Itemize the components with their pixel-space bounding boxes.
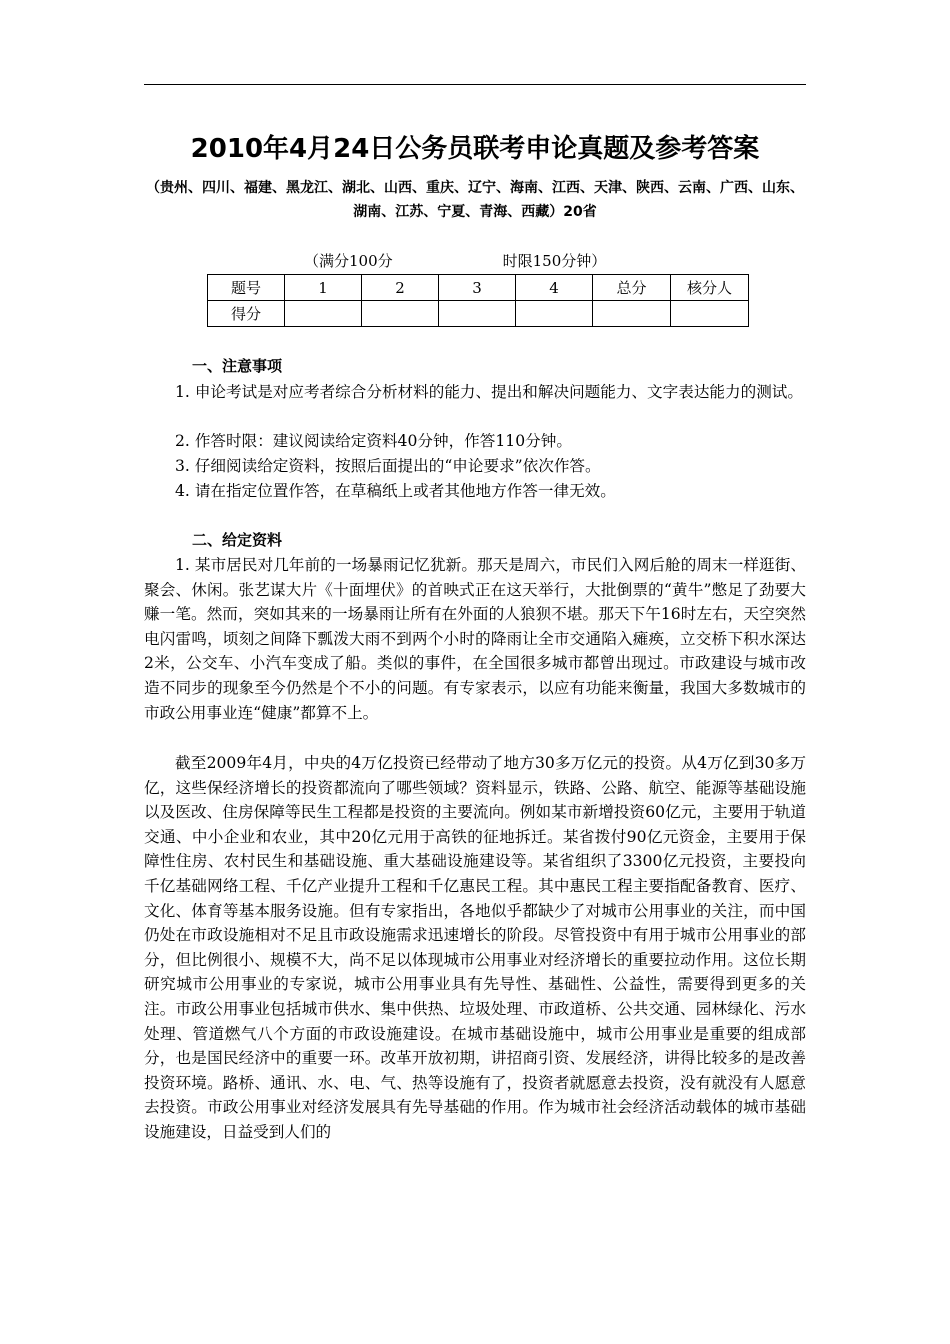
score-cell[interactable] bbox=[516, 301, 593, 327]
document-page bbox=[144, 0, 806, 1344]
table-cell: 2 bbox=[362, 275, 439, 301]
table-cell: 3 bbox=[439, 275, 516, 301]
material-paragraph: 截至2009年4月，中央的4万亿投资已经带动了地方30多万亿元的投资。从4万亿到30多万亿，这些保经济增长的投资都流向了哪些领域？资料显示，铁路、公路、航空、能源等基础设施以及医改、住房保障等民生工程都是投资的主要流向。例如某市新增投资60亿元，主要用于轨道交通、中小企业和农业，其中20亿元用于高铁的征地拆迁。某省拨付90亿元资金，主要用于保障性住房、农村民生和基础设施、重大基础设施建设等。某省组织了3300亿元投资，主要投向千亿基础网络工程、千亿产业提升工程和千亿惠民工程。其中惠民工程主要指配备教育、医疗、文化、体育等基本服务设施。但有专家指出，各地似乎都缺少了对城市公用事业的关注，而中国仍处在市政设施相对不足且市政设施需求迅速增长的阶段。尽管投资中有用于城市公用事业的部分，但比例很小、规模不大，尚不足以体现城市公用事业对经济增长的重要拉动作用。这位长期研究城市公用事业的专家说，城市公用事业具有先导性、基础性、公益性，需要得到更多的关注。市政公用事业包括城市供水、集中供热、垃圾处理、市政道桥、公共交通、园林绿化、污水处理、管道燃气八个方面的市政设施建设。在城市基础设施中，城市公用事业是重要的组成部分，也是国民经济中的重要一环。改革开放初期，讲招商引资、发展经济，讲得比较多的是改善投资环境。路桥、通讯、水、电、气、热等设施有了，投资者就愿意去投资，没有就没有人愿意去投资。市政公用事业对经济发展具有先导基础的作用。作为城市社会经济活动载体的城市基础设施建设，日益受到人们的 bbox=[144, 754, 806, 1141]
score-table-header-row bbox=[208, 275, 749, 301]
table-cell: 得分 bbox=[208, 301, 285, 327]
score-cell[interactable] bbox=[671, 301, 749, 327]
table-cell: 题号 bbox=[208, 275, 285, 301]
table-cell: 4 bbox=[516, 275, 593, 301]
score-cell[interactable] bbox=[362, 301, 439, 327]
score-cell[interactable] bbox=[593, 301, 671, 327]
document-title: 2010年4月24日公务员联考申论真题及参考答案 bbox=[190, 134, 760, 164]
note-item: 3. 仔细阅读给定资料，按照后面提出的“申论要求”依次作答。 bbox=[175, 457, 601, 475]
note-item: 1. 申论考试是对应考者综合分析材料的能力、提出和解决问题能力、文字表达能力的测试。 bbox=[175, 383, 803, 401]
section-heading-notes: 一、注意事项 bbox=[192, 357, 283, 375]
full-marks: （满分100分 bbox=[304, 252, 393, 270]
score-table-score-row bbox=[208, 301, 749, 327]
table-cell: 核分人 bbox=[671, 275, 749, 301]
time-limit: 时限150分钟） bbox=[502, 252, 607, 270]
header-rule bbox=[144, 84, 806, 85]
material-paragraph: 1. 某市居民对几年前的一场暴雨记忆犹新。那天是周六，市民们入网后舱的周末一样逛街、聚会、休闲。张艺谋大片《十面埋伏》的首映式正在这天举行，大批倒票的“黄牛”憋足了劲要大赚一笔。然而，突如其来的一场暴雨让所有在外面的人狼狈不堪。那天下午16时左右，天空突然电闪雷鸣，顷刻之间降下瓢泼大雨不到两个小时的降雨让全市交通陷入瘫痪，立交桥下积水深达2米，公交车、小汽车变成了船。类似的事件，在全国很多城市都曾出现过。市政建设与城市改造不同步的现象至今仍然是个不小的问题。有专家表示，以应有功能来衡量，我国大多数城市的市政公用事业连“健康”都算不上。 bbox=[144, 556, 806, 722]
table-cell: 总分 bbox=[593, 275, 671, 301]
score-cell[interactable] bbox=[285, 301, 362, 327]
note-item: 2. 作答时限：建议阅读给定资料40分钟，作答110分钟。 bbox=[175, 432, 572, 450]
section-heading-materials: 二、给定资料 bbox=[192, 531, 283, 549]
score-table bbox=[207, 274, 749, 327]
score-info bbox=[304, 250, 606, 272]
note-item: 4. 请在指定位置作答，在草稿纸上或者其他地方作答一律无效。 bbox=[175, 482, 616, 500]
table-cell: 1 bbox=[285, 275, 362, 301]
document-subtitle: （贵州、四川、福建、黑龙江、湖北、山西、重庆、辽宁、海南、江西、天津、陕西、云南、广西、山东、湖南、江苏、宁夏、青海、西藏）20省 bbox=[146, 180, 804, 220]
score-cell[interactable] bbox=[439, 301, 516, 327]
